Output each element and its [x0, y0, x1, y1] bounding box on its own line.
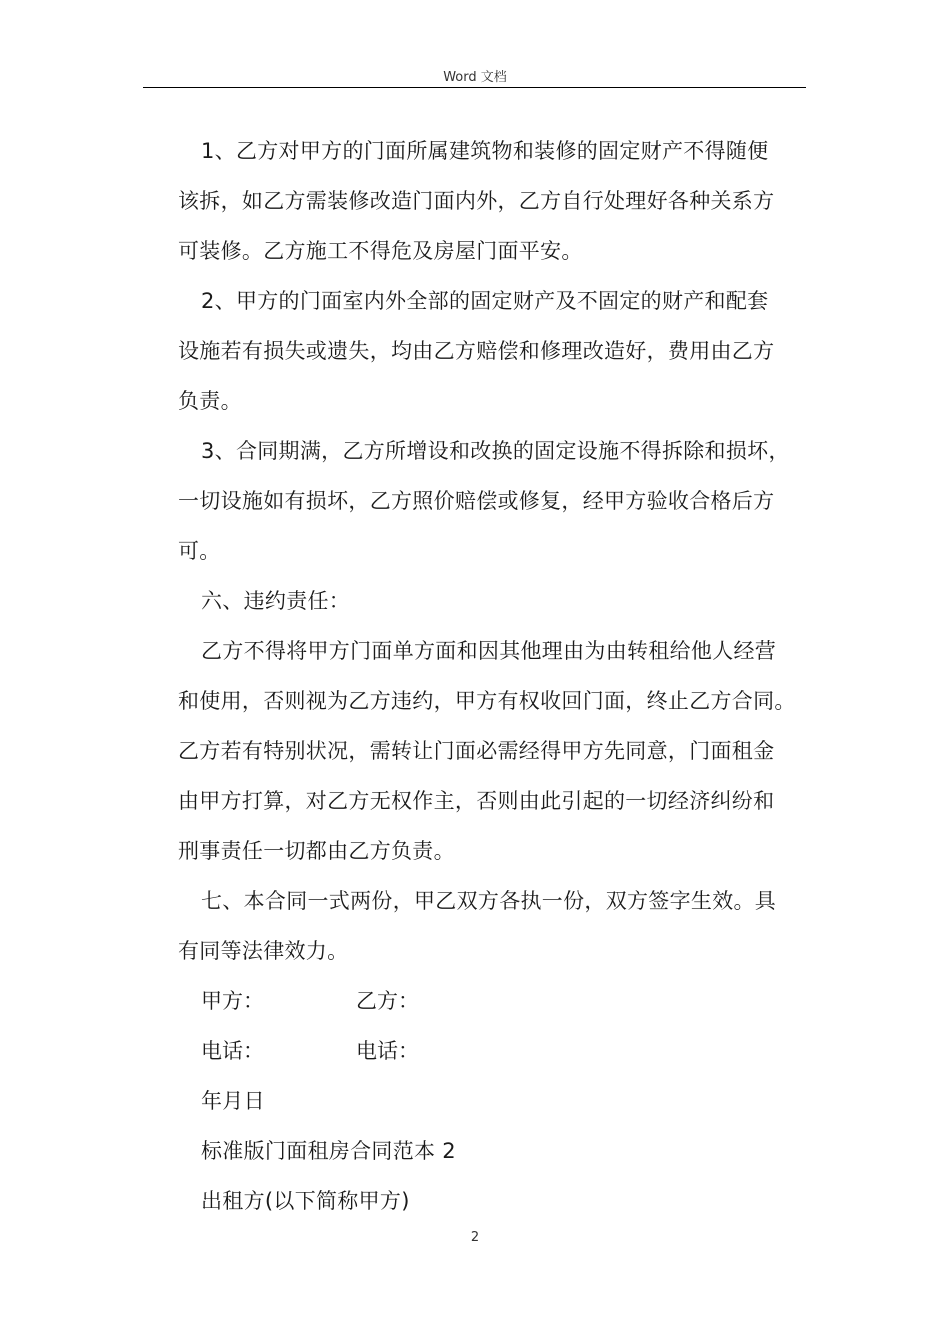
phone-a-label: 电话： [201, 1039, 264, 1063]
paragraph-line: 由甲方打算，对乙方无权作主，否则由此引起的一切经济纠纷和 [178, 789, 775, 813]
paragraph-line: 2、甲方的门面室内外全部的固定财产及不固定的财产和配套 [201, 289, 769, 313]
page-header: Word 文档 [443, 70, 507, 85]
paragraph-line: 有同等法律效力。 [178, 939, 349, 963]
paragraph-line: 可。 [178, 539, 221, 563]
signature-party-row [178, 976, 818, 1026]
paragraph-line: 七、本合同一式两份，甲乙双方各执一份，双方签字生效。具 [201, 889, 777, 913]
party-b-label: 乙方： [356, 989, 419, 1013]
paragraph-line: 可装修。乙方施工不得危及房屋门面平安。 [178, 239, 583, 263]
paragraph-line: 该拆，如乙方需装修改造门面内外，乙方自行处理好各种关系方 [178, 189, 775, 213]
date-line: 年月日 [201, 1089, 265, 1113]
page-number: 2 [470, 1230, 480, 1245]
paragraph-line: 和使用，否则视为乙方违约，甲方有权收回门面，终止乙方合同。 [178, 689, 796, 713]
document-body [178, 126, 818, 1226]
paragraph-line: 乙方不得将甲方门面单方面和因其他理由为由转租给他人经营 [201, 639, 777, 663]
paragraph-line: 设施若有损失或遗失，均由乙方赔偿和修理改造好，费用由乙方 [178, 339, 775, 363]
party-a-label: 甲方： [201, 989, 264, 1013]
paragraph-line: 一切设施如有损坏，乙方照价赔偿或修复，经甲方验收合格后方 [178, 489, 775, 513]
section-heading: 六、违约责任： [201, 589, 351, 613]
paragraph-line: 负责。 [178, 389, 242, 413]
phone-b-label: 电话： [356, 1039, 419, 1063]
paragraph-line: 1、乙方对甲方的门面所属建筑物和装修的固定财产不得随便 [201, 139, 769, 163]
paragraph-line: 3、合同期满，乙方所增设和改换的固定设施不得拆除和损坏， [201, 439, 790, 463]
signature-phone-row [178, 1026, 818, 1076]
next-document-title: 标准版门面租房合同范本 2 [201, 1139, 456, 1163]
paragraph-line: 刑事责任一切都由乙方负责。 [178, 839, 455, 863]
header-rule [143, 87, 806, 88]
lessor-line: 出租方(以下简称甲方) [201, 1189, 410, 1213]
paragraph-line: 乙方若有特别状况，需转让门面必需经得甲方先同意，门面租金 [178, 739, 775, 763]
